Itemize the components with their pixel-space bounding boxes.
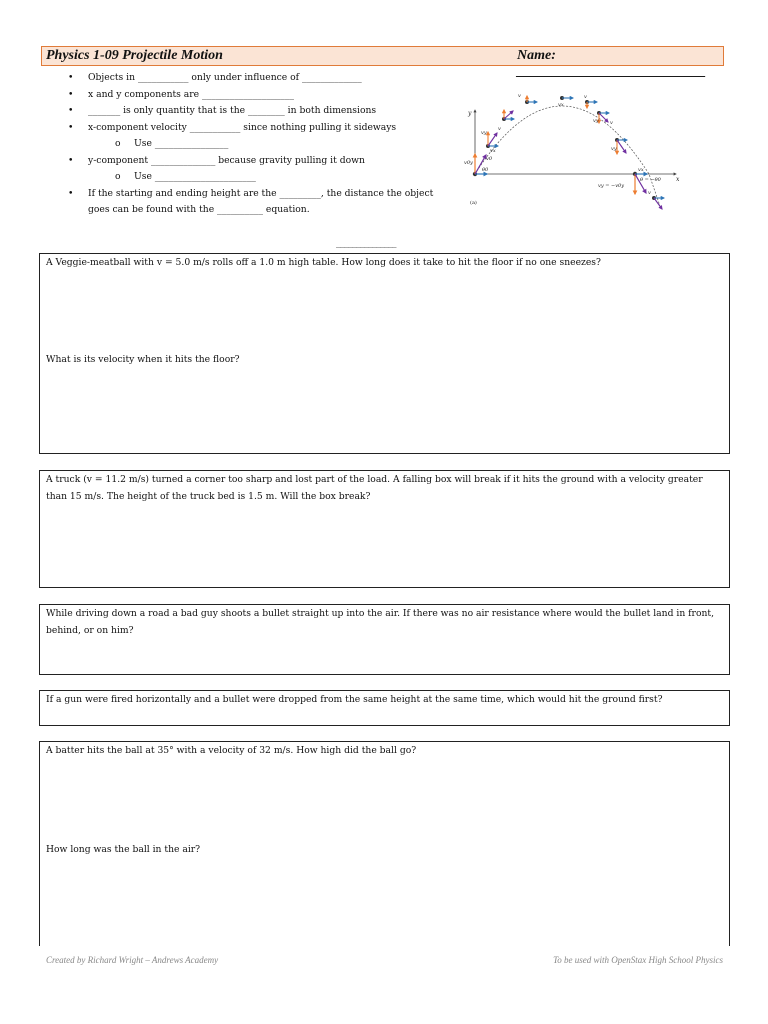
question-text: A truck (v = 11.2 m/s) turned a corner too sharp and lost part of the load. A falling box will break if it hits the ground with a velocity greater than 15 m/s. The height of the truck bed is 1.5 m. Will the box break? xyxy=(46,474,703,502)
question-text: A Veggie-meatball with v = 5.0 m/s rolls off a 1.0 m high table. How long does it take to hit the floor if no one sneezes? xyxy=(46,257,601,268)
name-field-label[interactable]: Name: ___________________________ xyxy=(517,48,706,79)
label-theta-end: θ = −θ0 xyxy=(640,177,661,183)
note-item: • x and y components are ____________________ xyxy=(60,87,460,104)
bullet-icon: • xyxy=(68,72,74,83)
bullet-icon: • xyxy=(68,154,74,166)
question-box-3[interactable] xyxy=(39,604,730,675)
label-v: v xyxy=(610,120,613,126)
label-vy-end: vy = −v0y xyxy=(598,183,625,189)
x-axis-label: x xyxy=(676,176,680,183)
trajectory-path xyxy=(475,106,660,206)
label-v: v xyxy=(584,94,587,100)
label-vx: vx xyxy=(490,148,496,154)
label-v0: v0 xyxy=(486,156,493,162)
label-vy: vy xyxy=(611,146,617,152)
y-axis-label: y xyxy=(468,110,472,117)
label-panel-a: (a) xyxy=(470,200,477,206)
note-item: • x-component velocity ___________ since nothing pulling it sideways xyxy=(60,120,460,137)
question-text: A batter hits the ball at 35° with a velocity of 32 m/s. How high did the ball go? xyxy=(46,745,417,756)
bullet-icon: • xyxy=(68,105,74,116)
velocity-vectors xyxy=(473,96,664,209)
question-text: While driving down a road a bad guy shoots a bullet straight up into the air. If there was no air resistance where would the bullet land in front, behind, or on him? xyxy=(46,608,715,636)
bullet-icon: • xyxy=(68,88,74,100)
note-subitem: o Use ________________ xyxy=(60,136,460,153)
note-item: • _______ is only quantity that is the ________ in both dimensions xyxy=(60,103,460,120)
bullet-icon: • xyxy=(68,187,74,199)
question-text: What is its velocity when it hits the floor? xyxy=(46,354,240,365)
note-item: • y-component ______________ because gravity pulling it down xyxy=(60,153,460,170)
question-text: If a gun were fired horizontally and a bullet were dropped from the same height at the same time, which would hit the ground first? xyxy=(46,694,663,705)
worksheet-title: Physics 1-09 Projectile Motion xyxy=(46,48,223,63)
note-item: • If the starting and ending height are the _________, the distance the object goes can be found with the __________ equation. xyxy=(68,187,434,215)
sub-bullet-icon: o xyxy=(115,138,121,149)
footer-source: To be used with OpenStax High School Physics xyxy=(553,955,723,965)
bullet-icon: • xyxy=(68,121,74,133)
label-vy: vy xyxy=(481,130,487,136)
note-item: • Objects in ___________ only under influence of _____________ xyxy=(60,70,460,87)
label-v: v xyxy=(518,93,521,99)
question-box-1[interactable] xyxy=(39,253,730,454)
question-box-4[interactable] xyxy=(39,690,730,726)
label-v0y: v0y xyxy=(464,160,473,166)
note-subitem: o Use ______________________ xyxy=(60,169,460,186)
label-v: v xyxy=(648,190,651,196)
projectile-motion-diagram xyxy=(462,88,684,210)
sub-bullet-icon: o xyxy=(115,171,121,182)
question-box-5[interactable] xyxy=(39,741,730,946)
label-v: v xyxy=(498,126,501,132)
question-text: How long was the ball in the air? xyxy=(46,844,201,855)
label-theta0: θ0 xyxy=(482,167,489,173)
footer-credit: Created by Richard Wright – Andrews Academy xyxy=(46,955,219,965)
notes-list xyxy=(60,70,460,219)
label-vx: vx xyxy=(638,167,644,173)
question-box-2[interactable] xyxy=(39,470,730,588)
label-vx: vx xyxy=(558,102,564,108)
label-vy: vy xyxy=(593,118,599,124)
center-blank-line: _______________ xyxy=(336,238,396,248)
